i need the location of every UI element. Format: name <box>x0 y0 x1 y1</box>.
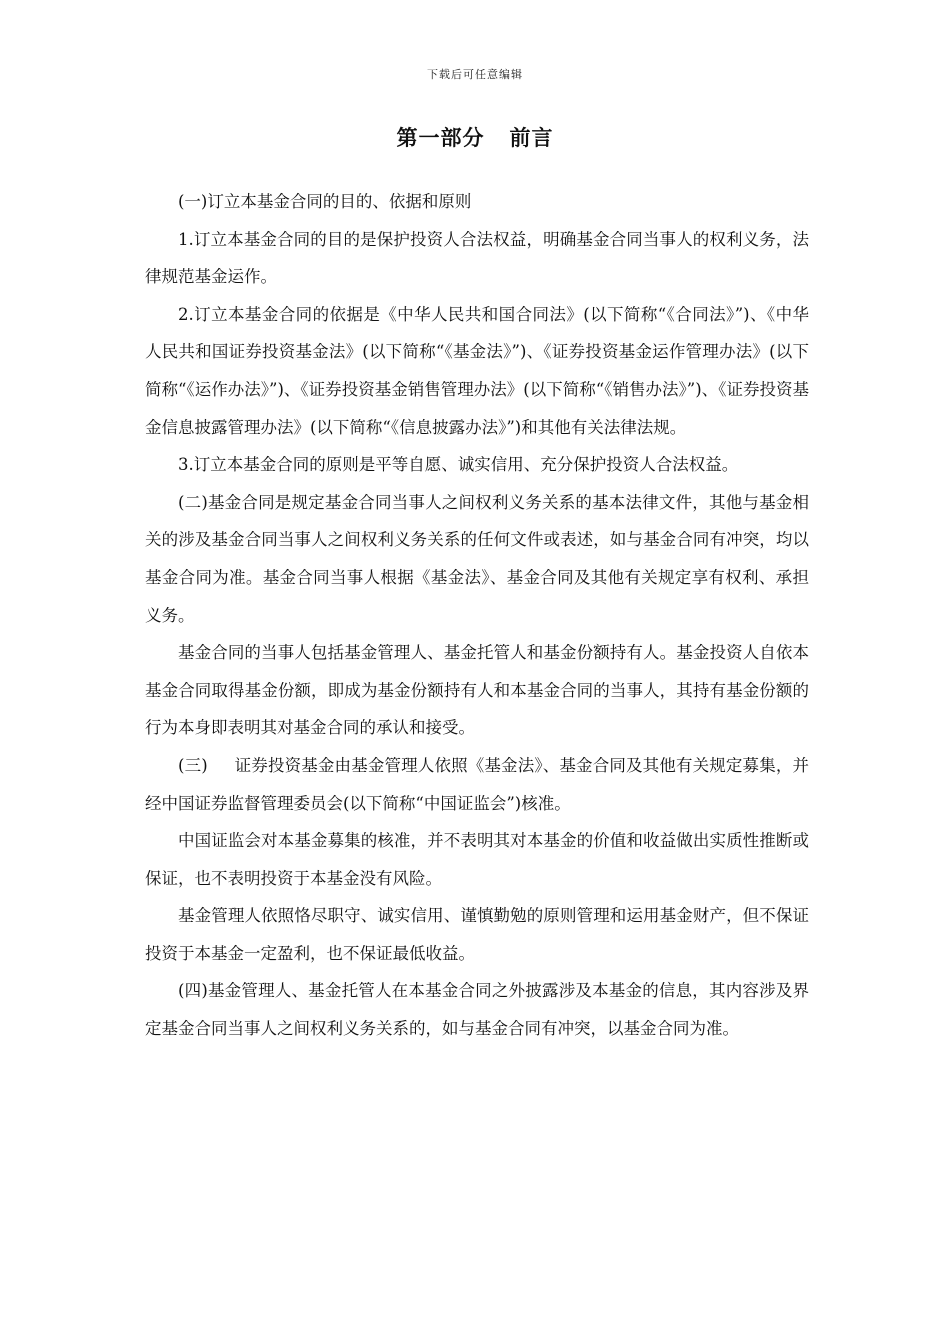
paragraph-3: 2.订立本基金合同的依据是《中华人民共和国合同法》(以下简称“《合同法》”)、《中华人民共和国证券投资基金法》(以下简称“《基金法》”)、《证券投资基金运作管理办法》(以下简称“《运作办法》”)、《证券投资基金销售管理办法》(以下简称“《销售办法》”)、《证券投资基金信息披露管理办法》(以下简称“《信息披露办法》”)和其他有关法律法规。 <box>145 304 809 437</box>
paragraph-4: 3.订立本基金合同的原则是平等自愿、诚实信用、充分保护投资人合法权益。 <box>178 455 739 475</box>
paragraph-8: 中国证监会对本基金募集的核准，并不表明其对本基金的价值和收益做出实质性推断或保证，也不表明投资于本基金没有风险。 <box>145 831 809 888</box>
body-text <box>145 183 809 1048</box>
paragraph-9: 基金管理人依照恪尽职守、诚实信用、谨慎勤勉的原则管理和运用基金财产，但不保证投资于本基金一定盈利，也不保证最低收益。 <box>145 906 809 963</box>
paragraph-5: (二)基金合同是规定基金合同当事人之间权利义务关系的基本法律文件，其他与基金相关的涉及基金合同当事人之间权利义务关系的任何文件或表述，如与基金合同有冲突，均以基金合同为准。基金合同当事人根据《基金法》、基金合同及其他有关规定享有权利、承担义务。 <box>145 492 809 625</box>
paragraph-6: 基金合同的当事人包括基金管理人、基金托管人和基金份额持有人。基金投资人自依本基金合同取得基金份额，即成为基金份额持有人和本基金合同的当事人，其持有基金份额的行为本身即表明其对基金合同的承认和接受。 <box>145 643 809 738</box>
paragraph-7: (三) 证券投资基金由基金管理人依照《基金法》、基金合同及其他有关规定募集，并经中国证券监督管理委员会(以下简称“中国证监会”)核准。 <box>145 755 809 813</box>
header-note: 下载后可任意编辑 <box>427 68 523 81</box>
paragraph-1: (一)订立本基金合同的目的、依据和原则 <box>178 192 472 211</box>
paragraph-10: (四)基金管理人、基金托管人在本基金合同之外披露涉及本基金的信息，其内容涉及界定基金合同当事人之间权利义务关系的，如与基金合同有冲突，以基金合同为准。 <box>145 981 809 1039</box>
section-title: 第一部分 前言 <box>396 125 554 150</box>
paragraph-2: 1.订立本基金合同的目的是保护投资人合法权益，明确基金合同当事人的权利义务，法律规范基金运作。 <box>145 229 809 287</box>
